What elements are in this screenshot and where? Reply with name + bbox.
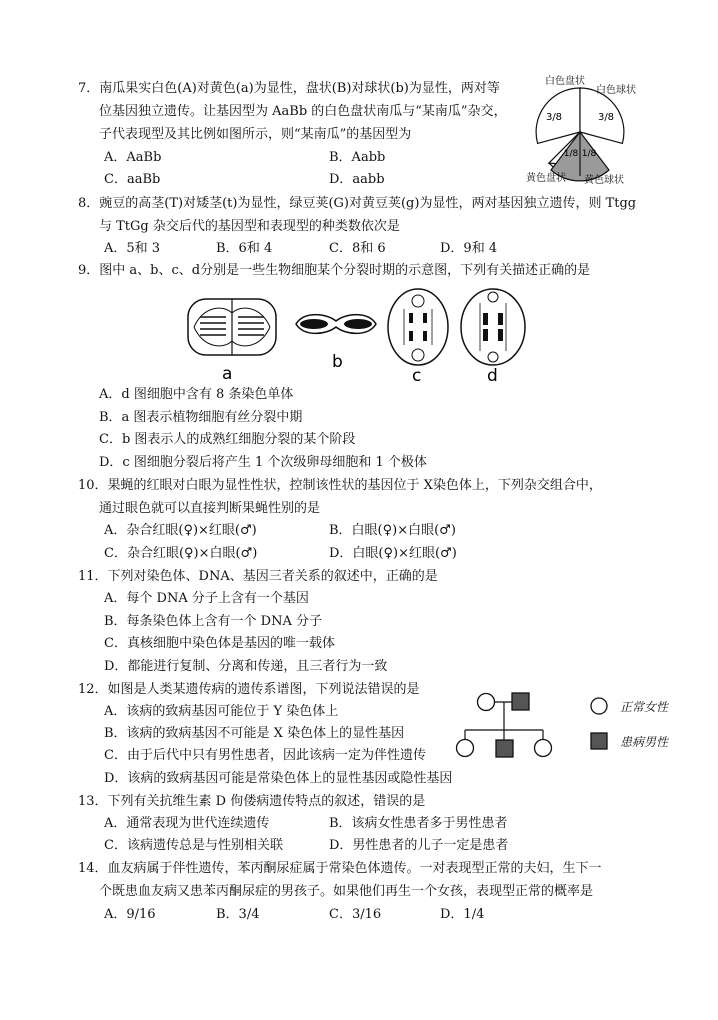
q8-option-a: A．5和 3 bbox=[104, 241, 161, 256]
q13-option-c: C．该病遗传总是与性别相关联 bbox=[104, 838, 283, 853]
pie-label-white-disc: 白色盘状 bbox=[545, 76, 585, 87]
q7-line2: 位基因独立遗传。让基因型为 AaBb 的白色盘状南瓜与“某南瓜”杂交， bbox=[99, 104, 507, 119]
pedigree-son bbox=[496, 740, 513, 757]
q14-line1: 14．血友病属于伴性遗传，苯丙酮尿症属于常染色体遗传。一对表现型正常的夫妇，生下一 bbox=[78, 861, 602, 876]
q14-option-c: C．3/16 bbox=[329, 907, 382, 922]
pie-fraction-gray-left: 1/8 bbox=[563, 149, 579, 159]
q11-option-d: D．都能进行复制、分离和传递，且三者行为一致 bbox=[104, 659, 388, 674]
q11-option-b: B．每条染色体上含有一个 DNA 分子 bbox=[104, 614, 323, 629]
q10-option-c: C．杂合红眼(♀)×白眼(♂) bbox=[104, 546, 258, 561]
q9-option-d: D．c 图细胞分裂后将产生 1 个次级卵母细胞和 1 个极体 bbox=[99, 455, 427, 470]
q10-option-a: A．杂合红眼(♀)×红眼(♂) bbox=[104, 523, 257, 538]
legend-affected-male-icon bbox=[589, 731, 609, 751]
q8-option-d: D．9和 4 bbox=[440, 241, 498, 256]
q13-option-a: A．通常表现为世代连续遗传 bbox=[104, 816, 270, 831]
pedigree-father bbox=[512, 693, 529, 710]
q7-option-c: C．aaBb bbox=[104, 172, 161, 187]
q11-option-a: A．每个 DNA 分子上含有一个基因 bbox=[104, 591, 309, 606]
cell-c-label: c bbox=[412, 366, 422, 383]
pie-fraction-gray-right: 1/8 bbox=[581, 149, 597, 159]
q10-line2: 通过眼色就可以直接判断果蝇性别的是 bbox=[99, 501, 321, 516]
q13-option-d: D．男性患者的儿子一定是患者 bbox=[329, 838, 509, 853]
q14-line2: 个既患血友病又患苯丙酮尿症的男孩子。如果他们再生一个女孩，表现型正常的概率是 bbox=[99, 884, 594, 899]
legend-affected-male-label: 患病男性 bbox=[620, 735, 669, 749]
q8-line1: 8．豌豆的高茎(T)对矮茎(t)为显性，绿豆荚(G)对黄豆荚(g)为显性，两对基因独立遗传，则 Ttgg bbox=[78, 196, 637, 211]
cell-d-figure bbox=[461, 289, 525, 365]
pedigree-daughter-1 bbox=[457, 740, 474, 757]
q9-line1: 9．图中 a、b、c、d分别是一些生物细胞某个分裂时期的示意图，下列有关描述正确的是 bbox=[78, 263, 591, 278]
q7-option-b: B．Aabb bbox=[329, 150, 386, 165]
cell-c-figure bbox=[388, 289, 448, 365]
q10-line1: 10．果蝇的红眼对白眼为显性性状，控制该性状的基因位于 X染色体上，下列杂交组合中， bbox=[78, 478, 602, 493]
pedigree-daughter-2 bbox=[535, 740, 552, 757]
q12-option-b: B．该病的致病基因不可能是 X 染色体上的显性基因 bbox=[104, 726, 405, 741]
q10-option-b: B．白眼(♀)×白眼(♂) bbox=[329, 523, 456, 538]
pie-fraction-left: 3/8 bbox=[545, 112, 563, 123]
q7-option-a: A．AaBb bbox=[104, 150, 162, 165]
q8-option-c: C．8和 6 bbox=[329, 241, 386, 256]
pie-label-yellow-disc: 黄色盘状 bbox=[526, 173, 566, 184]
q12-option-c: C．由于后代中只有男性患者，因此该病一定为伴性遗传 bbox=[104, 748, 426, 763]
cell-a-figure bbox=[188, 299, 276, 355]
q9-option-a: A．d 图细胞中含有 8 条染色单体 bbox=[99, 387, 294, 402]
q14-option-d: D．1/4 bbox=[440, 907, 485, 922]
q7-option-d: D．aabb bbox=[329, 172, 385, 187]
q14-option-b: B．3/4 bbox=[216, 907, 260, 922]
q11-option-c: C．真核细胞中染色体是基因的唯一载体 bbox=[104, 636, 335, 651]
pie-label-white-ball: 白色球状 bbox=[596, 85, 636, 96]
pedigree-mother bbox=[478, 694, 495, 711]
q12-option-a: A．该病的致病基因可能位于 Y 染色体上 bbox=[104, 704, 339, 719]
q14-option-a: A．9/16 bbox=[104, 907, 156, 922]
legend-normal-female-icon bbox=[589, 696, 609, 716]
legend-normal-female-label: 正常女性 bbox=[620, 700, 669, 714]
q12-pedigree-chart bbox=[452, 684, 570, 768]
pie-fraction-right: 3/8 bbox=[597, 112, 615, 123]
q12-line1: 12．如图是人类某遗传病的遗传系谱图，下列说法错误的是 bbox=[78, 682, 420, 697]
q9-option-b: B．a 图表示植物细胞有丝分裂中期 bbox=[99, 410, 303, 425]
q9-cell-figures bbox=[180, 283, 540, 383]
q12-option-d: D．该病的致病基因可能是常染色体上的显性基因或隐性基因 bbox=[104, 771, 453, 786]
cell-b-label: b bbox=[332, 352, 343, 372]
q13-line1: 13．下列有关抗维生素 D 佝偻病遗传特点的叙述，错误的是 bbox=[78, 794, 426, 809]
pie-label-yellow-ball: 黄色球状 bbox=[584, 175, 624, 186]
q8-option-b: B．6和 4 bbox=[216, 241, 273, 256]
q8-line2: 与 TtGg 杂交后代的基因型和表现型的种类数依次是 bbox=[99, 219, 400, 234]
q7-line1: 7．南瓜果实白色(A)对黄色(a)为显性，盘状(B)对球状(b)为显性，两对等 bbox=[78, 81, 500, 96]
cell-d-label: d bbox=[487, 366, 498, 383]
q10-option-d: D．白眼(♀)×红眼(♂) bbox=[329, 546, 457, 561]
cell-a-label: a bbox=[222, 364, 233, 383]
q7-line3: 子代表现型及其比例如图所示，则“某南瓜”的基因型为 bbox=[99, 127, 412, 142]
q13-option-b: B．该病女性患者多于男性患者 bbox=[329, 816, 508, 831]
q11-line1: 11．下列对染色体、DNA、基因三者关系的叙述中，正确的是 bbox=[78, 569, 438, 584]
q9-option-c: C．b 图表示人的成熟红细胞分裂的某个阶段 bbox=[99, 432, 356, 447]
cell-b-figure bbox=[296, 315, 376, 334]
